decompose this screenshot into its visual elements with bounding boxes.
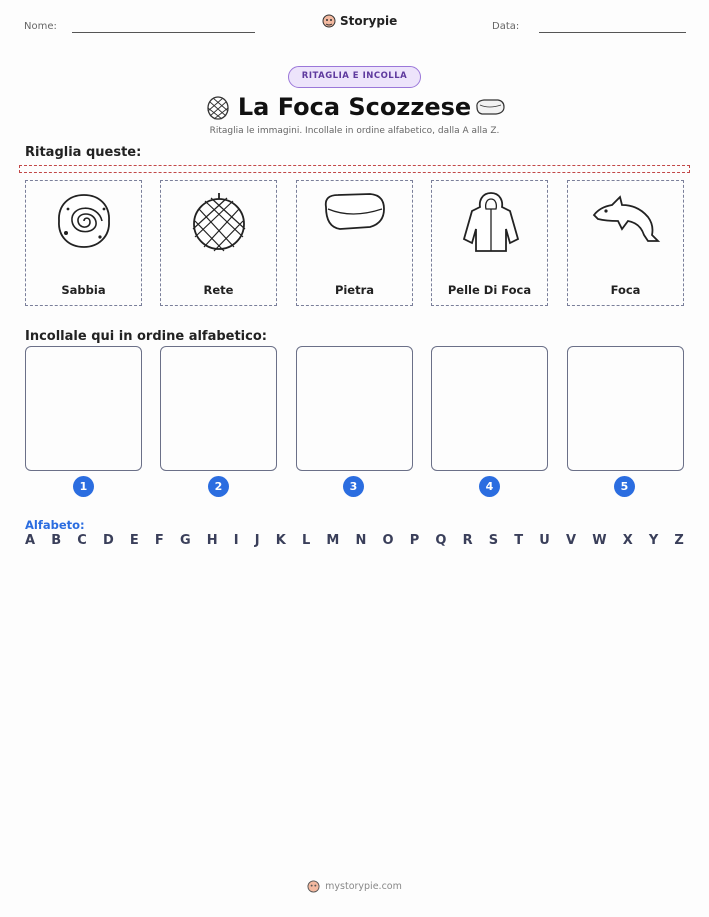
cut-dashed-line — [19, 165, 690, 173]
footer — [0, 880, 709, 893]
alphabet-letter: I — [233, 533, 239, 548]
footer-url[interactable]: mystorypie.com — [325, 881, 402, 892]
slot-number-1: 1 — [73, 476, 94, 497]
activity-badge: RITAGLIA E INCOLLA — [288, 66, 421, 88]
alphabet-letter: G — [179, 533, 191, 548]
brand-logo — [322, 14, 397, 28]
storypie-mascot-icon — [307, 880, 320, 893]
alphabet-letter: M — [326, 533, 340, 548]
alphabet-letter: P — [409, 533, 420, 548]
storypie-mascot-icon — [322, 14, 336, 28]
card-label: Pelle Di Foca — [447, 283, 532, 297]
seal-icon — [590, 189, 662, 251]
alphabet-letter: R — [462, 533, 473, 548]
card-label: Pietra — [334, 283, 375, 297]
date-label: Data: — [492, 21, 520, 32]
slot-number-4: 4 — [479, 476, 500, 497]
stone-icon — [322, 185, 386, 245]
paste-slot-2[interactable] — [160, 346, 277, 471]
net-icon — [189, 189, 249, 253]
alphabet-letter: S — [488, 533, 499, 548]
alphabet-letter: X — [622, 533, 633, 548]
sealskin-coat-icon — [460, 189, 522, 255]
paste-heading: Incollale qui in ordine alfabetico: — [25, 329, 267, 344]
instructions: Ritaglia le immagini. Incollale in ordine alfabetico, dalla A alla Z. — [209, 126, 500, 136]
paste-slot-4[interactable] — [431, 346, 548, 471]
alphabet-letter: Y — [648, 533, 659, 548]
cut-card-pelle-di-foca[interactable] — [431, 180, 548, 306]
alphabet-letter: Z — [674, 533, 684, 548]
card-label: Sabbia — [61, 283, 106, 297]
cut-card-sabbia[interactable] — [25, 180, 142, 306]
alphabet-letter: F — [154, 533, 164, 548]
alphabet-letter: U — [539, 533, 550, 548]
card-label: Rete — [203, 283, 234, 297]
alphabet-letter: T — [514, 533, 524, 548]
slot-number-3: 3 — [343, 476, 364, 497]
name-line[interactable] — [72, 32, 255, 33]
date-line[interactable] — [539, 32, 686, 33]
alphabet-row — [25, 533, 684, 548]
alphabet-letter: A — [25, 533, 36, 548]
sand-icon — [54, 189, 114, 253]
slot-number-5: 5 — [614, 476, 635, 497]
alphabet-letter: W — [592, 533, 607, 548]
alphabet-letter: K — [275, 533, 286, 548]
paste-slot-1[interactable] — [25, 346, 142, 471]
paste-slot-5[interactable] — [567, 346, 684, 471]
cut-heading: Ritaglia queste: — [25, 145, 142, 160]
alphabet-letter: N — [355, 533, 367, 548]
paste-slot-3[interactable] — [296, 346, 413, 471]
card-label: Foca — [610, 283, 641, 297]
alphabet-letter: B — [51, 533, 62, 548]
cut-card-pietra[interactable] — [296, 180, 413, 306]
alphabet-letter: H — [206, 533, 218, 548]
alphabet-letter: E — [129, 533, 139, 548]
name-label: Nome: — [24, 21, 57, 32]
page-title: La Foca Scozzese — [237, 93, 472, 121]
brand-name: Storypie — [340, 14, 398, 28]
cut-card-foca[interactable] — [567, 180, 684, 306]
alphabet-letter: L — [301, 533, 311, 548]
stone-icon — [474, 97, 506, 117]
alphabet-letter: J — [254, 533, 260, 548]
alphabet-title: Alfabeto: — [25, 518, 85, 532]
alphabet-letter: O — [382, 533, 394, 548]
slot-number-2: 2 — [208, 476, 229, 497]
alphabet-letter: Q — [435, 533, 447, 548]
alphabet-letter: V — [566, 533, 577, 548]
alphabet-letter: C — [77, 533, 87, 548]
cut-card-rete[interactable] — [160, 180, 277, 306]
alphabet-letter: D — [102, 533, 114, 548]
